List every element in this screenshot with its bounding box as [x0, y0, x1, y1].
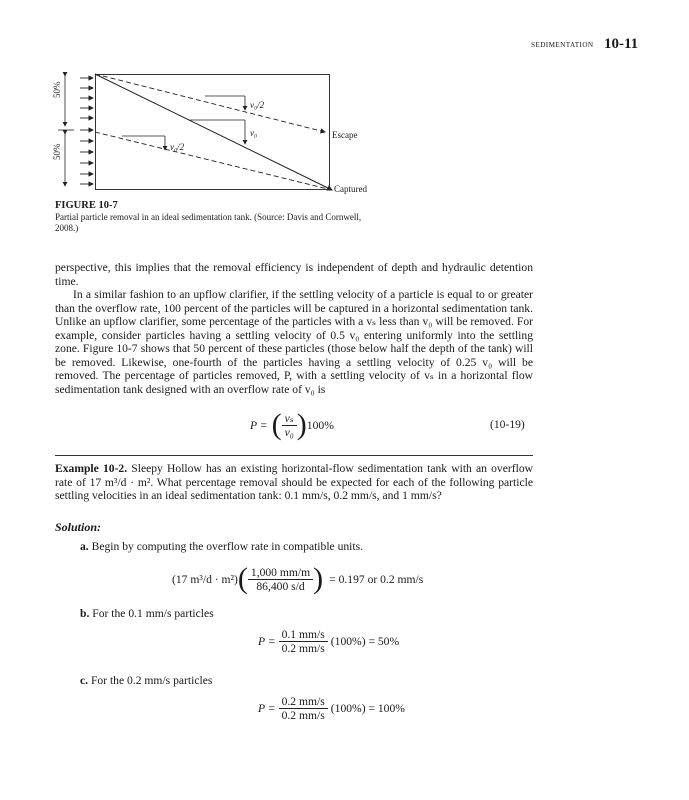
- paren-open: (: [271, 408, 282, 441]
- equation-c: [258, 695, 405, 722]
- label-vo-mid: v₀: [250, 128, 258, 138]
- equation-a: [172, 564, 423, 594]
- eq-c-num: 0.2 mm/s: [279, 695, 328, 709]
- step-b-letter: b.: [80, 607, 90, 620]
- example-10-2: [55, 462, 533, 503]
- example-text: Sleepy Hollow has an existing horizontal-flow sedimentation tank with an overflow rate of 17 m³/d · m². What percentage removal should be expected for each of the following particle settling velocities in an ideal sedimentation tank: 0.1 mm/s, 0.2 mm/s, and 1 mm/s?: [55, 462, 533, 502]
- equation-10-19: [250, 410, 334, 440]
- eq-a-num: 1,000 mm/m: [248, 566, 313, 580]
- lower-trajectory: [95, 132, 332, 190]
- step-c: [80, 674, 212, 687]
- capture-trajectory: [95, 74, 332, 190]
- label-escape: Escape: [332, 130, 358, 140]
- eq-b-den: 0.2 mm/s: [281, 642, 325, 655]
- figure-caption-title: FIGURE 10-7: [55, 200, 118, 211]
- figure-diagram: [40, 68, 380, 198]
- paragraph-2: In a similar fashion to an upflow clarifier, if the settling velocity of a particle is equal to or greater than the overflow rate, 100 percent of the particles will be captured in a horizontal sedimentation tank. Unlike an upflow clarifier, some percentage of the particles with a vₛ less than v₀ will be removed. For example, consider particles having a settling velocity of 0.5 v₀ entering uniformly into the settling zone. Figure 10-7 shows that 50 percent of these particles (those below half the depth of the tank) will be removed. Likewise, one-fourth of the particles having a settling velocity of 0.25 v₀ will be removed. The percentage of particles removed, P, with a settling velocity of vₛ in a horizontal flow sedimentation tank designed with an overflow rate of v₀ is: [55, 288, 533, 396]
- paragraph-1: perspective, this implies that the removal efficiency is independent of depth and hydraulic detention time.: [55, 261, 533, 288]
- step-c-text: For the 0.2 mm/s particles: [90, 674, 213, 687]
- eq-a-rhs: = 0.197 or 0.2 mm/s: [329, 572, 424, 586]
- eq-a-fraction: [248, 566, 313, 593]
- example-title: Example 10-2.: [55, 462, 128, 475]
- body-text: [55, 261, 533, 396]
- eq-c-lhs: P =: [258, 702, 276, 715]
- eq-rhs: 100%: [306, 418, 334, 432]
- page-number: 10-11: [604, 36, 639, 52]
- equation-b: [258, 628, 399, 655]
- running-header-section: SEDIMENTATION: [531, 41, 594, 49]
- eq-c-den: 0.2 mm/s: [281, 709, 325, 722]
- step-c-letter: c.: [80, 674, 89, 687]
- label-captured: Captured: [334, 184, 367, 194]
- figure-caption-text: Partial particle removal in an ideal sedimentation tank. (Source: Davis and Cornwell, 2008.): [55, 212, 362, 233]
- eq-a-paren-open: (: [237, 562, 248, 595]
- label-vo-half-bottom: v₀/2: [170, 142, 185, 152]
- eq-b-rhs: (100%) = 50%: [330, 635, 400, 648]
- eq-lhs: P =: [250, 418, 268, 432]
- eq-b-num: 0.1 mm/s: [279, 628, 328, 642]
- inlet-arrows: [80, 78, 93, 184]
- step-a-letter: a.: [80, 540, 89, 553]
- eq-den: v₀: [284, 425, 294, 439]
- solution-label: Solution:: [55, 520, 102, 534]
- step-a-text: Begin by computing the overflow rate in compatible units.: [91, 540, 364, 553]
- escape-trajectory: [95, 74, 325, 132]
- paren-close: ): [296, 408, 307, 441]
- eq-fraction: [282, 412, 297, 439]
- eq-a-den: 86,400 s/d: [256, 579, 305, 593]
- step-b-text: For the 0.1 mm/s particles: [92, 607, 214, 620]
- eq-b-fraction: [279, 628, 328, 655]
- step-b: [80, 607, 214, 620]
- eq-c-rhs: (100%) = 100%: [330, 702, 405, 715]
- step-a: [80, 540, 363, 553]
- eq-a-paren-close: ): [313, 562, 324, 595]
- eq-a-lhs: (17 m³/d · m²): [172, 572, 238, 586]
- eq-num: vₛ: [282, 412, 297, 426]
- eq-c-fraction: [279, 695, 328, 722]
- equation-number: (10-19): [490, 418, 525, 431]
- eq-b-lhs: P =: [258, 635, 276, 648]
- label-half-bottom: 50%: [52, 143, 62, 160]
- label-half-top: 50%: [52, 81, 62, 98]
- section-rule: [55, 455, 533, 456]
- label-vo-half-top: v₀/2: [250, 100, 265, 110]
